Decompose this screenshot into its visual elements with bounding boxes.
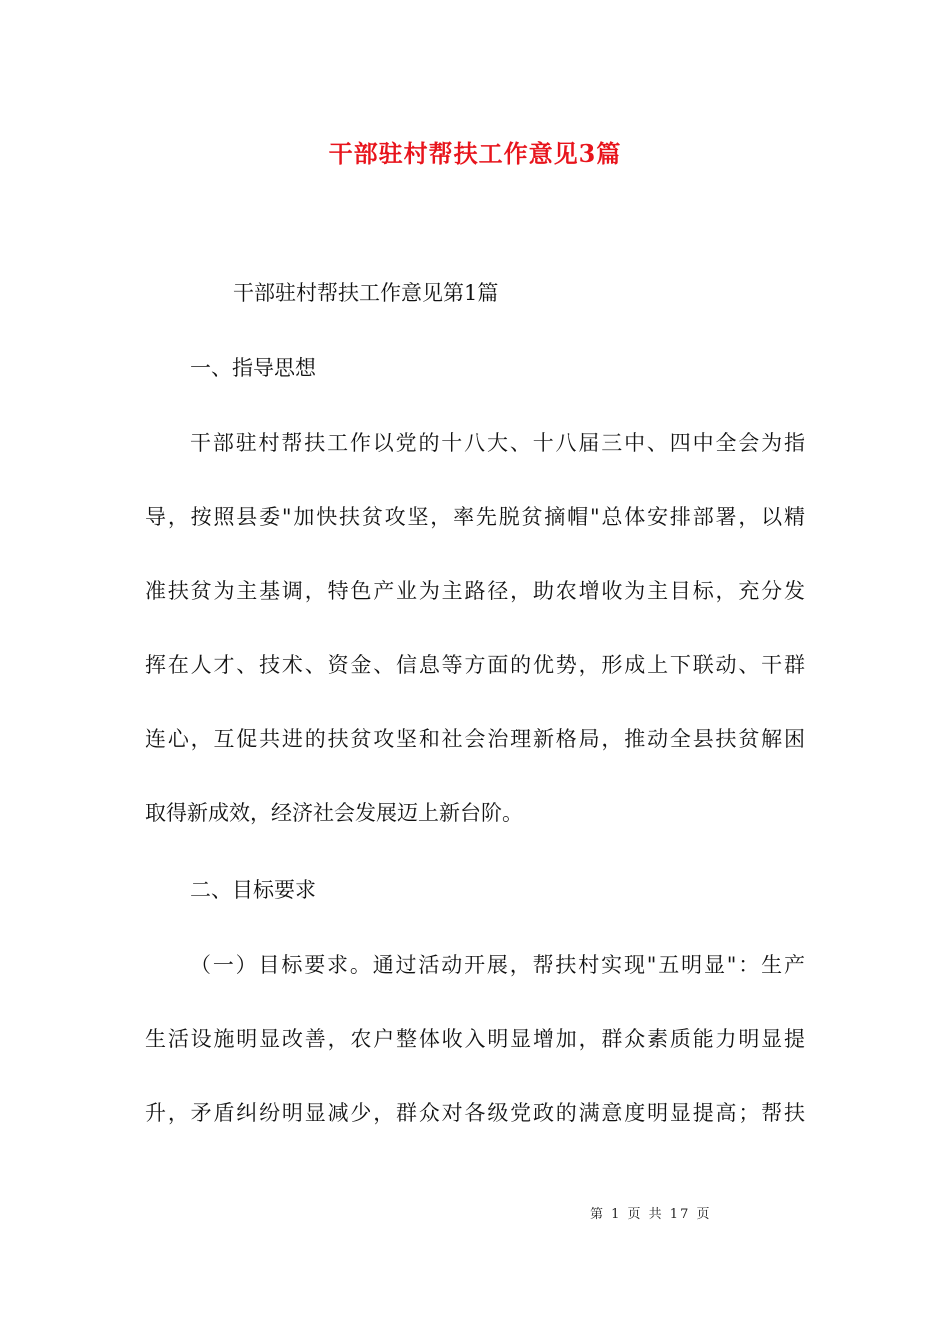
paragraph-line: 生活设施明显改善，农户整体收入明显增加，群众素质能力明显提: [145, 1027, 805, 1051]
paragraph-line: 干部驻村帮扶工作以党的十八大、十八届三中、四中全会为指: [190, 431, 805, 455]
page-number-footer: 第 1 页 共 17 页: [590, 1207, 712, 1222]
section-heading-guiding-ideology: 一、指导思想: [190, 356, 316, 380]
paragraph-guiding-ideology: [145, 406, 805, 850]
paragraph-line: 取得新成效，经济社会发展迈上新台阶。: [145, 801, 523, 825]
paragraph-line: 连心，互促共进的扶贫攻坚和社会治理新格局，推动全县扶贫解困: [145, 727, 805, 751]
paragraph-line: 升，矛盾纠纷明显减少，群众对各级党政的满意度明显提高；帮扶: [145, 1101, 805, 1125]
paragraph-line: （一）目标要求。通过活动开展，帮扶村实现"五明显"：生产: [190, 953, 805, 977]
paragraph-line: 准扶贫为主基调，特色产业为主路径，助农增收为主目标，充分发: [145, 579, 805, 603]
document-title: 干部驻村帮扶工作意见3篇: [328, 139, 622, 168]
section-heading-goals: 二、目标要求: [190, 878, 316, 902]
paragraph-line: 挥在人才、技术、资金、信息等方面的优势，形成上下联动、干群: [145, 653, 805, 677]
article-subtitle: 干部驻村帮扶工作意见第1篇: [233, 281, 499, 305]
paragraph-line: 导，按照县委"加快扶贫攻坚，率先脱贫摘帽"总体安排部署，以精: [145, 505, 805, 529]
paragraph-goals: [145, 928, 805, 1150]
